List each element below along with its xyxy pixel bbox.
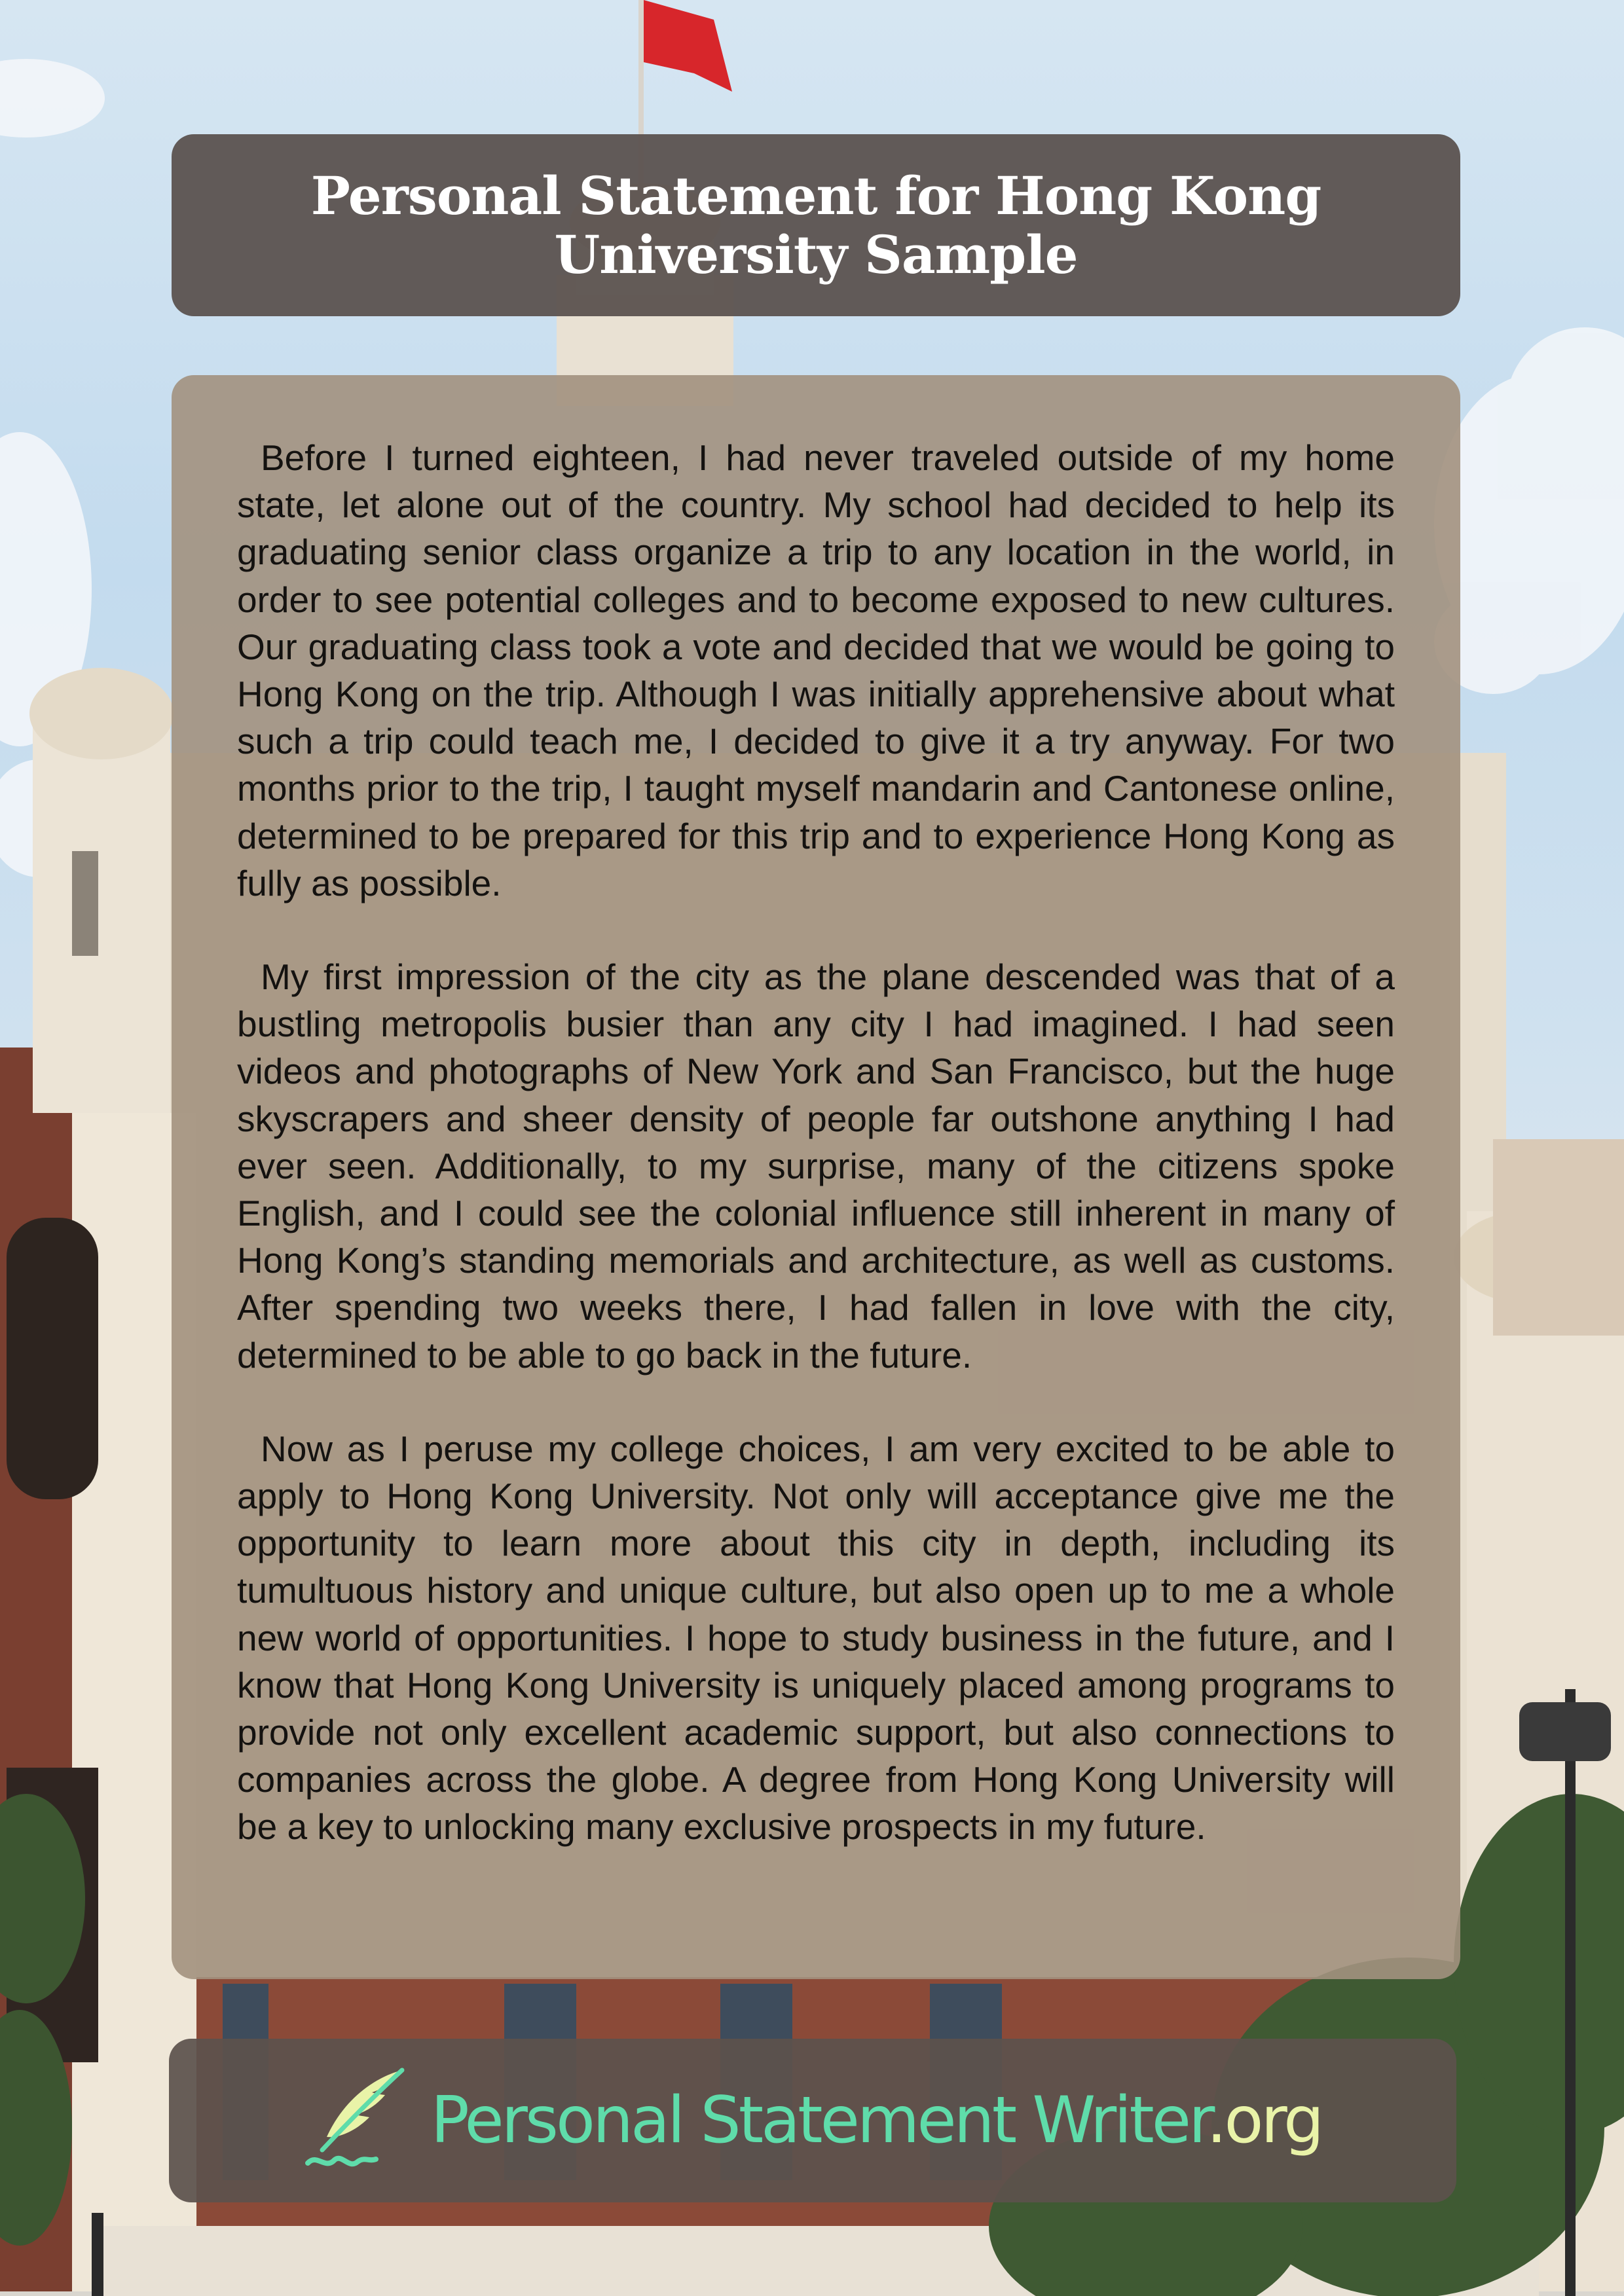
- logo-text: [431, 2083, 1322, 2158]
- logo-text-main: Personal Statement Writer: [430, 2083, 1207, 2158]
- page-title: Personal Statement for Hong Kong University Sample: [310, 165, 1321, 285]
- title-banner: [172, 134, 1460, 316]
- paragraph-2: My first impression of the city as the plane descended was that of a bustling metropolis busier than any city I had imagined. I had seen videos and photographs of New York and San Francisco, but the huge skyscrapers and sheer density of people far outshone anything I had ever seen. Additionally, to my surprise, many of the citizens spoke English, and I could see the colonial influence still inherent in many of Hong Kong’s standing memorials and architecture, as well as customs. After spending two weeks there, I had fallen in love with the city, determined to be able to go back in the future.: [237, 957, 1395, 1376]
- quill-pen-icon: [304, 2065, 409, 2176]
- statement-body: [172, 375, 1460, 1979]
- logo-text-suffix: .org: [1206, 2083, 1322, 2158]
- footer-banner: [169, 2039, 1456, 2202]
- paragraph-1: Before I turned eighteen, I had never traveled outside of my home state, let alone out of the country. My school had decided to help its graduating senior class organize a trip to any location in the world, in order to see potential colleges and to become exposed to new cultures. Our graduating class took a vote and decided that we would be going to Hong Kong on the trip. Although I was initially apprehensive about what such a trip could teach me, I decided to give it a try anyway. For two months prior to the trip, I taught myself mandarin and Cantonese online, determined to be prepared for this trip and to experience Hong Kong as fully as possible.: [237, 437, 1395, 903]
- site-logo[interactable]: [304, 2065, 1322, 2176]
- paragraph-3: Now as I peruse my college choices, I am very excited to be able to apply to Hong Kong University. Not only will acceptance give me the opportunity to learn more about this city in depth, including its tumultuous history and unique culture, but also open up to me a whole new world of opportunities. I hope to study business in the future, and I know that Hong Kong University is uniquely placed among programs to provide not only excellent academic support, but also connections to companies across the globe. A degree from Hong Kong University will be a key to unlocking many exclusive prospects in my future.: [237, 1428, 1395, 1848]
